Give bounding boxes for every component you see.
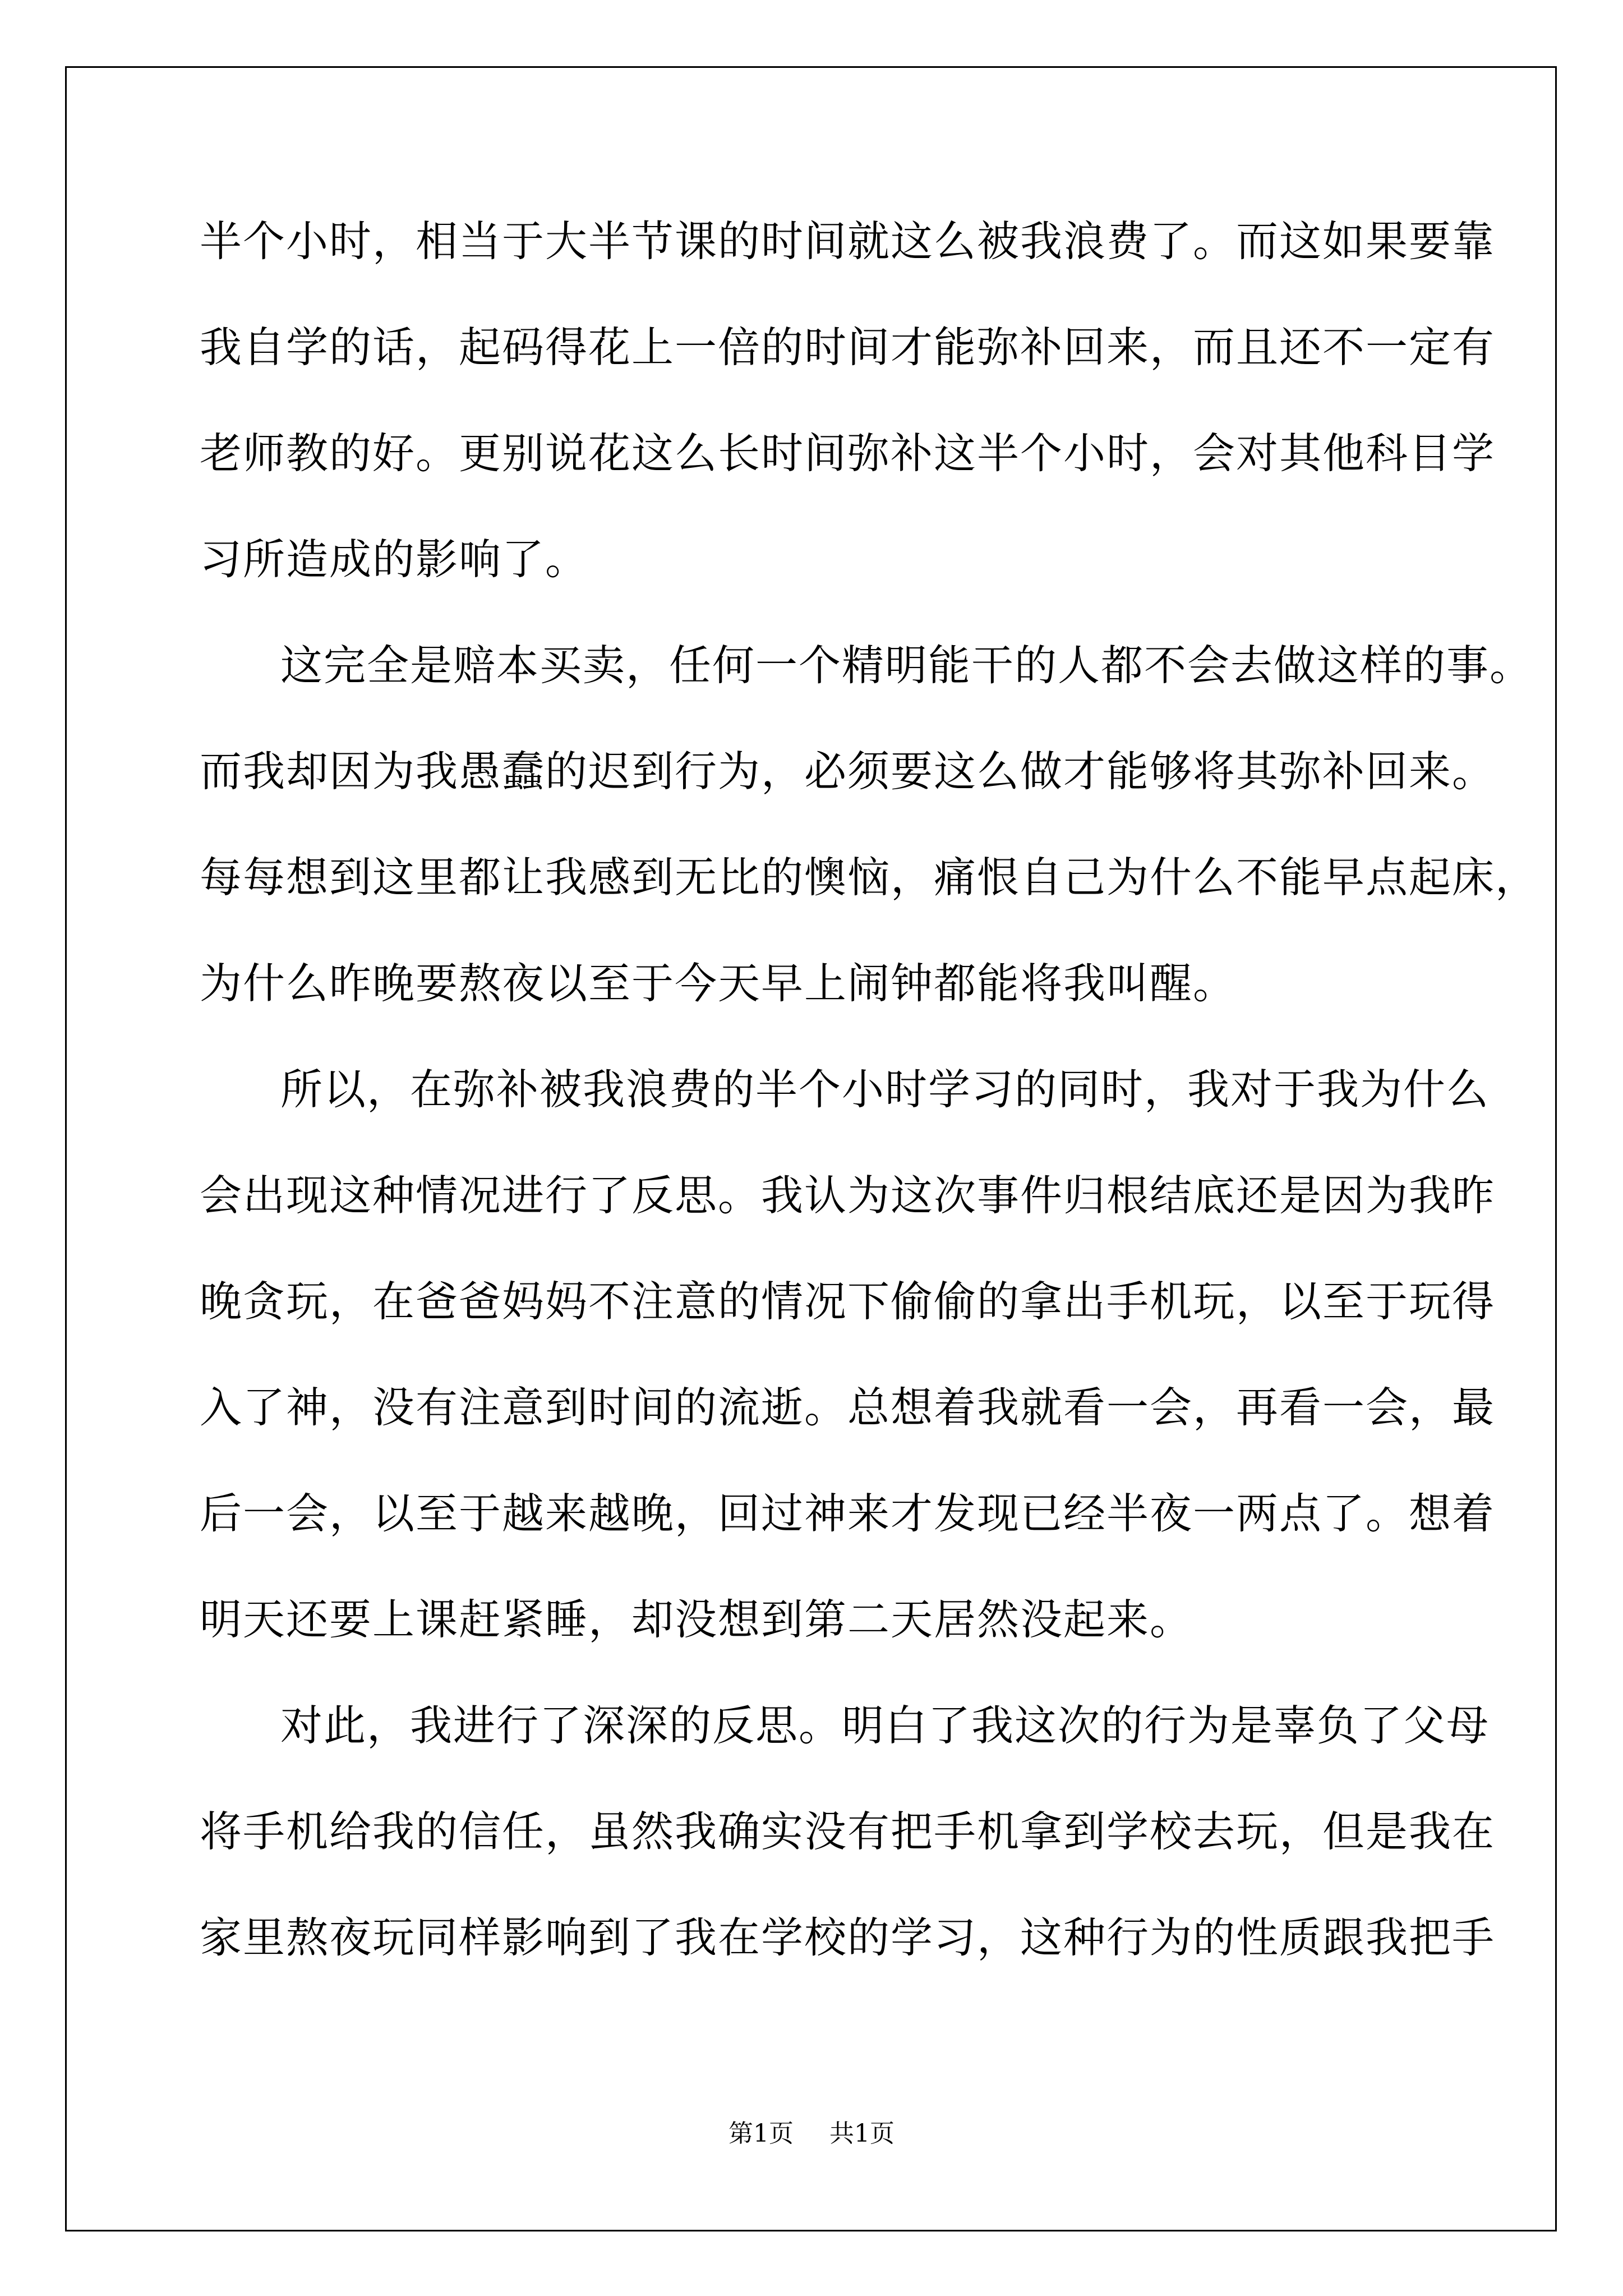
text-line: 半个小时，相当于大半节课的时间就这么被我浪费了。而这如果要靠 [200,217,1496,266]
text-line: 明天还要上课赶紧睡，却没想到第二天居然没起来。 [200,1595,1193,1644]
text-line: 老师教的好。更别说花这么长时间弥补这半个小时，会对其他科目学 [200,429,1496,478]
text-line: 所以，在弥补被我浪费的半个小时学习的同时，我对于我为什么 [280,1065,1490,1114]
text-line: 将手机给我的信任，虽然我确实没有把手机拿到学校去玩，但是我在 [200,1807,1496,1856]
text-line: 会出现这种情况进行了反思。我认为这次事件归根结底还是因为我昨 [200,1171,1496,1220]
text-line: 习所造成的影响了。 [200,535,589,584]
text-line: 而我却因为我愚蠢的迟到行为，必须要这么做才能够将其弥补回来。 [200,747,1496,796]
text-line: 这完全是赔本买卖，任何一个精明能干的人都不会去做这样的事。 [280,641,1533,690]
text-line: 我自学的话，起码得花上一倍的时间才能弥补回来，而且还不一定有 [200,323,1496,372]
text-line: 每每想到这里都让我感到无比的懊恼，痛恨自己为什么不能早点起床， [200,853,1539,902]
text-line: 为什么昨晚要熬夜以至于今天早上闹钟都能将我叫醒。 [200,959,1237,1008]
page-total: 共1页 [829,2119,895,2148]
text-line: 对此，我进行了深深的反思。明白了我这次的行为是辜负了父母 [280,1701,1490,1750]
text-line: 家里熬夜玩同样影响到了我在学校的学习，这种行为的性质跟我把手 [200,1913,1496,1962]
page-border [65,66,1557,2231]
page-footer [0,2117,1623,2151]
text-line: 晚贪玩，在爸爸妈妈不注意的情况下偷偷的拿出手机玩，以至于玩得 [200,1277,1496,1326]
text-line: 后一会，以至于越来越晚，回过神来才发现已经半夜一两点了。想着 [200,1489,1496,1538]
text-line: 入了神，没有注意到时间的流逝。总想着我就看一会，再看一会，最 [200,1383,1496,1432]
page-number: 第1页 [728,2119,794,2148]
